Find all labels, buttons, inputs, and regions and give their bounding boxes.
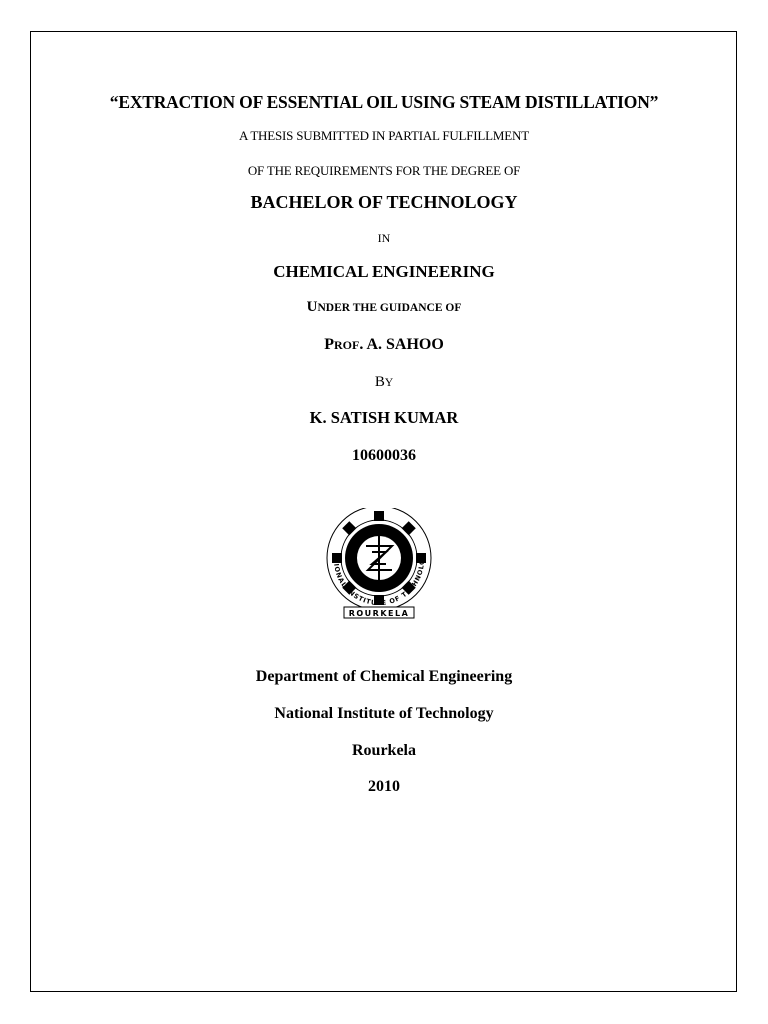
branch-name: CHEMICAL ENGINEERING: [273, 262, 495, 281]
submission-line-1: A THESIS SUBMITTED IN PARTIAL FULFILLMENT: [239, 128, 529, 143]
logo-ring-text: TIONAL INSTITUTE OF TECHNOLO: [331, 558, 427, 608]
guidance-rest: NDER THE GUIDANCE OF: [317, 302, 462, 314]
submission-year: 2010: [368, 778, 400, 795]
guidance-line: [0, 300, 768, 315]
institute-logo: [322, 508, 436, 620]
by-rest: Y: [384, 377, 394, 389]
city-name: Rourkela: [352, 742, 416, 759]
guide-name-rest: . A. SAHOO: [359, 336, 444, 353]
by-line: [0, 375, 768, 390]
guide-initial: P: [324, 336, 334, 353]
by-initial: B: [374, 374, 385, 390]
logo-banner-text: ROURKELA: [348, 609, 410, 618]
guidance-initial: U: [306, 299, 318, 315]
submission-line-2: OF THE REQUIREMENTS FOR THE DEGREE OF: [247, 163, 521, 178]
department-name: Department of Chemical Engineering: [255, 668, 513, 685]
institute-name: National Institute of Technology: [274, 705, 494, 722]
guide-name: [0, 337, 768, 353]
student-name: K. SATISH KUMAR: [309, 408, 459, 427]
guide-title-rest: ROF: [333, 338, 360, 352]
in-word: IN: [377, 231, 391, 245]
degree-name: BACHELOR OF TECHNOLOGY: [250, 192, 518, 212]
thesis-title: “EXTRACTION OF ESSENTIAL OIL USING STEAM DISTILLATION”: [109, 92, 659, 112]
roll-number: 10600036: [352, 447, 416, 464]
institute-emblem-icon: [322, 508, 436, 620]
